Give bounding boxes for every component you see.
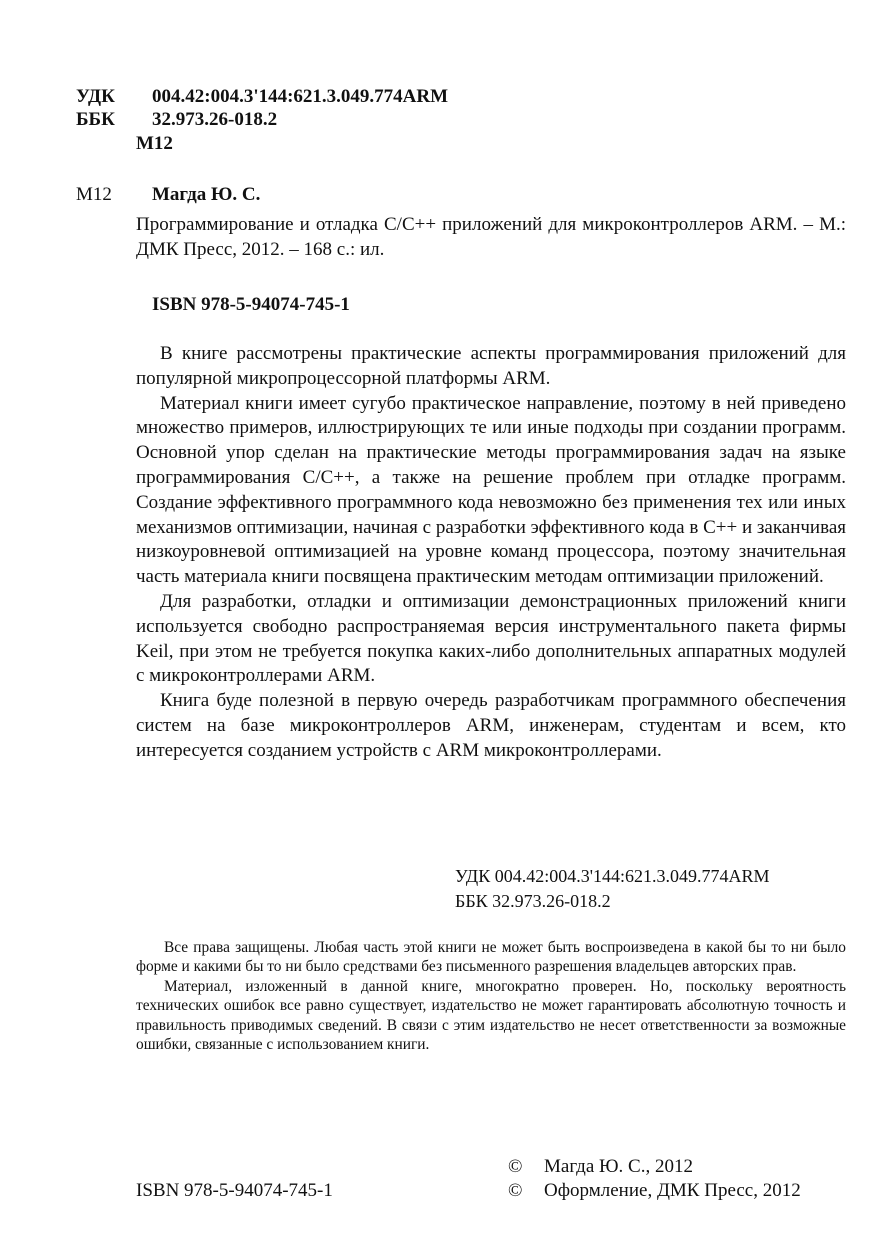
udk-line: УДК 004.42:004.3'144:621.3.049.774ARM — [455, 866, 770, 886]
bbk-value: 32.973.26-018.2 — [152, 109, 278, 130]
copyright-icon: © — [508, 1156, 523, 1177]
copyright-icon: © — [508, 1180, 523, 1201]
annotation — [136, 342, 846, 764]
udk-label: УДК — [76, 86, 115, 107]
author-mark: М12 — [136, 133, 173, 154]
author-name: Магда Ю. С. — [152, 184, 261, 205]
isbn-top: ISBN 978-5-94074-745-1 — [152, 294, 350, 315]
bbk-line: ББК 32.973.26-018.2 — [455, 891, 611, 911]
udk-value: 004.42:004.3'144:621.3.049.774ARM — [152, 86, 449, 107]
rights-paragraph: Материал, изложенный в данной книге, многократно проверен. Но, поскольку вероятность технических ошибок все равно существует, издательство не может гарантировать абсолютную точность и правильность приводимых сведений. В связи с этим издательство не несет ответственности за возможные ошибки, связанные с использованием книги. — [136, 977, 846, 1054]
bibliographic-description: Программирование и отладка С/С++ приложений для микроконтроллеров ARM. – М.: ДМК Пресс, 2012. – 168 с.: ил. — [136, 214, 846, 260]
copyright-block — [508, 1155, 801, 1203]
annotation-paragraph: В книге рассмотрены практические аспекты программирования приложений для популярной микропроцессорной платформы ARM. — [136, 343, 846, 389]
classification-block — [455, 864, 769, 914]
annotation-paragraph: Материал книги имеет сугубо практическое направление, поэтому в ней приведено множество примеров, иллюстрирующих те или иные подходы при создании программ. Основной упор сделан на практические методы программирования задач на языке программирования С/С++, а также на решение проблем при отладке программ. Создание эффективного программного кода невозможно без применения тех или иных механизмов оптимизации, начиная с разработки эффективного кода в С++ и заканчивая низкоуровневой оптимизацией на уровне команд процессора, поэтому значительная часть материала книги посвящена практическим методам оптимизации приложений. — [136, 392, 846, 588]
rights-paragraph: Все права защищены. Любая часть этой книги не может быть воспроизведена в какой бы то ни было форме и какими бы то ни было средствами без письменного разрешения владельцев авторских прав. — [136, 939, 846, 976]
copyright-design: Оформление, ДМК Пресс, 2012 — [544, 1180, 801, 1201]
rights-notice — [136, 938, 846, 1054]
copyright-author-row — [508, 1155, 801, 1179]
copyright-author: Магда Ю. С., 2012 — [544, 1156, 693, 1177]
annotation-paragraph: Книга буде полезной в первую очередь разработчикам программного обеспечения систем на базе микроконтроллеров ARM, инженерам, студентам и всем, кто интересуется созданием устройств с ARM микроконтроллерами. — [136, 690, 846, 761]
author-code: М12 — [76, 184, 112, 205]
bbk-label: ББК — [76, 109, 115, 130]
annotation-paragraph: Для разработки, отладки и оптимизации демонстрационных приложений книги используется свободно распространяемая версия инструментального пакета фирмы Keil, при этом не требуется покупка каких-либо дополнительных аппаратных модулей с микроконтроллерами ARM. — [136, 590, 846, 687]
copyright-design-row — [508, 1179, 801, 1203]
isbn-bottom: ISBN 978-5-94074-745-1 — [136, 1180, 333, 1201]
